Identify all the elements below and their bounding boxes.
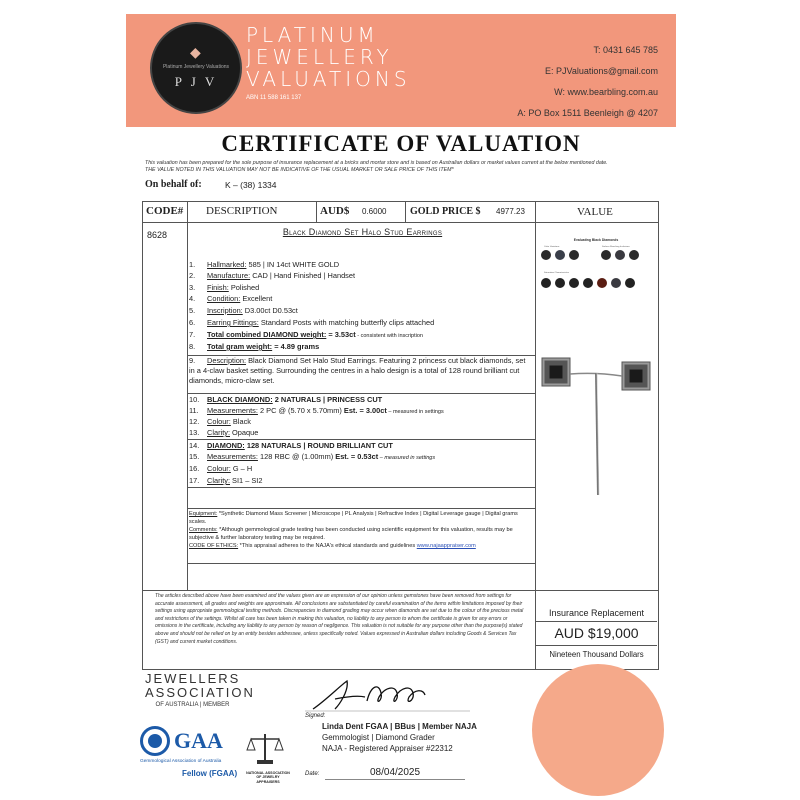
naja-link[interactable]: www.najaappraiser.com	[416, 543, 476, 549]
logo-initials: P J V	[174, 74, 218, 89]
black-diamond-clarity: 13. Clarity: Opaque	[189, 428, 259, 437]
round-diamond-colour: 16. Colour: G – H	[189, 464, 253, 473]
ja-line-1: JEWELLERS	[145, 671, 241, 686]
black-diamond-reference-image	[536, 235, 656, 305]
item-title: Black Diamond Set Halo Stud Earrings	[282, 227, 443, 237]
round-diamond-heading: 14. DIAMOND: 128 NATURALS | ROUND BRILLIANT CUT	[189, 441, 393, 450]
header-aud: AUD$	[320, 205, 350, 217]
round-diamond-measurements: 15. Measurements: 128 RBC @ (1.00mm) Est. = 0.53ct – measured in settings	[189, 452, 436, 461]
embossed-seal	[532, 664, 664, 796]
insurance-amount: AUD $19,000	[554, 625, 639, 641]
aud-rate: 0.6000	[362, 207, 387, 216]
col-divider	[405, 201, 406, 222]
naja-logo	[245, 730, 293, 790]
gaa-subtitle: Gemmological Association of Australia	[140, 759, 222, 764]
date-line	[325, 779, 465, 780]
brand-line-2: JEWELLERY	[246, 45, 393, 69]
row-divider	[187, 393, 536, 394]
equipment-note: Equipment: *Synthetic Diamond Mass Screener | Microscope | PL Analysis | Refractive Index | Digital Leverage gauge | Digital grams scales.	[189, 511, 518, 525]
item-code: 8628	[147, 230, 168, 240]
header-value: VALUE	[577, 206, 613, 218]
logo-tagline: Platinum Jewellery Valuations	[162, 64, 230, 70]
black-diamond-heading: 10. BLACK DIAMOND: 2 NATURALS | PRINCESS CUT	[189, 395, 383, 404]
behalf-value: K – (38) 1334	[225, 180, 277, 190]
certificate-title: CERTIFICATE OF VALUATION	[221, 131, 581, 156]
intro-line-2: THE VALUE NOTED IN THIS VALUATION MAY NOT BE INDICATIVE OF THE USUAL MARKET OR SALE PRICE OF THIS ITEM*	[145, 167, 454, 173]
signer-registration: NAJA - Registered Appraiser #22312	[322, 744, 453, 753]
intro-line-1: This valuation has been prepared for the sole purpose of insurance replacement at a bricks and mortar store and is based on Australian dollars or market values current at the below mentioned date.	[145, 160, 608, 166]
signer-name: Linda Dent FGAA | BBus | Member NAJA	[322, 722, 477, 731]
detail-line: 2. Manufacture: CAD | Hand Finished | Handset	[189, 271, 356, 280]
reference-label: Saturation Characteristics	[544, 272, 570, 274]
pjv-logo	[150, 22, 242, 114]
date-label: Date:	[305, 771, 320, 777]
gaa-logo	[140, 726, 240, 786]
detail-line: 5. Inscription: D3.00ct D0.53ct	[189, 306, 298, 315]
ja-line-3: OF AUSTRALIA | MEMBER	[155, 702, 230, 708]
brand-line-1: PLATINUM	[246, 23, 379, 47]
disclaimer-text: The articles described above have been examined and the values given are an expression of our opinion unless gemstones have been removed from settings for accurate assessment, all grades and weights are approximate. All conclusions are substantiated by careful examination of the items within limitations imposed by their settings using appropriate gemmological testing methods. Discrepancies in diamond grading may occur when diamonds are set due to the colour of the precious metal and restrictions of the settings. Whilst all care has been taken in making this valuation, no liability to any person to whom the certificate is given for any errors or omissions in the certificate, including any liability to any person by reason of negligence. This valuation is not suitable for any purpose other than the purpose(s) stated above and should not be relied on by an entity besides addressee, unless specifically noted. Values expressed in Australian dollars including Goods & Services Tax (GST) and current market conditions.	[155, 593, 524, 645]
valuation-date: 08/04/2025	[370, 767, 421, 778]
diamond-icon: ◆	[190, 44, 201, 60]
comments-note: Comments: *Although gemmological grade testing has been conducted using scientific equipment for this valuation, results may be subjective & further laboratory testing may be required.	[189, 527, 513, 541]
insurance-label: Insurance Replacement	[548, 608, 645, 618]
detail-line: 1. Hallmarked: 585 | IN 14ct WHITE GOLD	[189, 260, 340, 269]
jewellers-association-logo	[145, 671, 255, 708]
gold-price-value: 4977.23	[496, 207, 525, 216]
gaa-fellow: Fellow (FGAA)	[182, 769, 238, 778]
intro-text	[145, 160, 665, 174]
brand-name	[246, 24, 411, 90]
contact-phone: T: 0431 645 785	[593, 45, 658, 55]
ethics-note: CODE OF ETHICS: *This appraisal adheres to the NAJA's ethical standards and guidelines www.najaappraiser.com	[189, 543, 476, 549]
signed-label: Signed:	[305, 713, 326, 719]
row-divider	[142, 590, 659, 591]
col-divider	[316, 201, 317, 222]
divider	[536, 645, 657, 646]
detail-line: 4. Condition: Excellent	[189, 294, 273, 303]
row-divider	[187, 487, 536, 488]
total-diamond-weight: 7. Total combined DIAMOND weight: = 3.53ct - consistent with inscription	[189, 330, 423, 339]
black-diamond-colour: 12. Colour: Black	[189, 417, 251, 426]
gaa-name: GAA	[174, 728, 223, 753]
divider	[536, 621, 657, 622]
row-divider	[187, 439, 536, 440]
brand-line-3: VALUATIONS	[246, 67, 411, 91]
detail-line: 6. Earring Fittings: Standard Posts with matching butterfly clips attached	[189, 318, 435, 327]
signer-role: Gemmologist | Diamond Grader	[322, 733, 435, 742]
contact-address: A: PO Box 1511 Beenleigh @ 4207	[517, 108, 658, 118]
round-diamond-clarity: 17. Clarity: SI1 – SI2	[189, 476, 263, 485]
item-description: 9. Description: Black Diamond Set Halo Stud Earrings. Featuring 2 princess cut black diamonds, set in a 4-claw basket setting. Surrounding the centres in a halo design is a total of 128 round brilliant cut diamonds, micro-claw set.	[189, 356, 526, 385]
header-code: CODE#	[146, 205, 184, 217]
notes-block	[189, 510, 532, 550]
black-diamond-measurements: 11. Measurements: 2 PC @ (5.70 x 5.70mm) Est. = 3.00ct – measured in settings	[189, 406, 444, 415]
reference-label: Color Variations	[544, 246, 560, 248]
left-earring	[542, 358, 570, 386]
col-divider	[187, 201, 188, 590]
gaa-emblem-center	[148, 734, 162, 748]
insurance-box	[536, 605, 657, 663]
reference-title: Evaluating Black Diamonds	[573, 238, 619, 242]
detail-line: 3. Finish: Polished	[189, 283, 260, 292]
earring-photo	[536, 350, 656, 500]
header-description: DESCRIPTION	[206, 205, 278, 217]
signature-image	[305, 675, 470, 717]
contact-web: W: www.bearbling.com.au	[554, 87, 658, 97]
total-gram-weight: 8. Total gram weight: = 4.89 grams	[189, 342, 320, 351]
header-gold-price: GOLD PRICE $	[410, 206, 481, 217]
abn-number: ABN 11 588 161 137	[246, 95, 302, 101]
contact-block	[517, 40, 658, 124]
ja-line-2: ASSOCIATION	[145, 685, 255, 700]
insurance-words: Nineteen Thousand Dollars	[549, 650, 644, 659]
naja-subtitle: NATIONAL ASSOCIATION OF JEWELRY APPRAISERS	[246, 771, 290, 784]
behalf-label: On behalf of:	[145, 179, 202, 190]
right-earring	[622, 362, 650, 390]
row-divider	[187, 563, 536, 564]
header-divider	[142, 222, 659, 223]
row-divider	[187, 508, 536, 509]
reference-label: Surface Reaching Inclusions	[602, 246, 630, 248]
contact-email: E: PJValuations@gmail.com	[544, 66, 658, 76]
scales-of-justice-icon	[245, 730, 285, 766]
